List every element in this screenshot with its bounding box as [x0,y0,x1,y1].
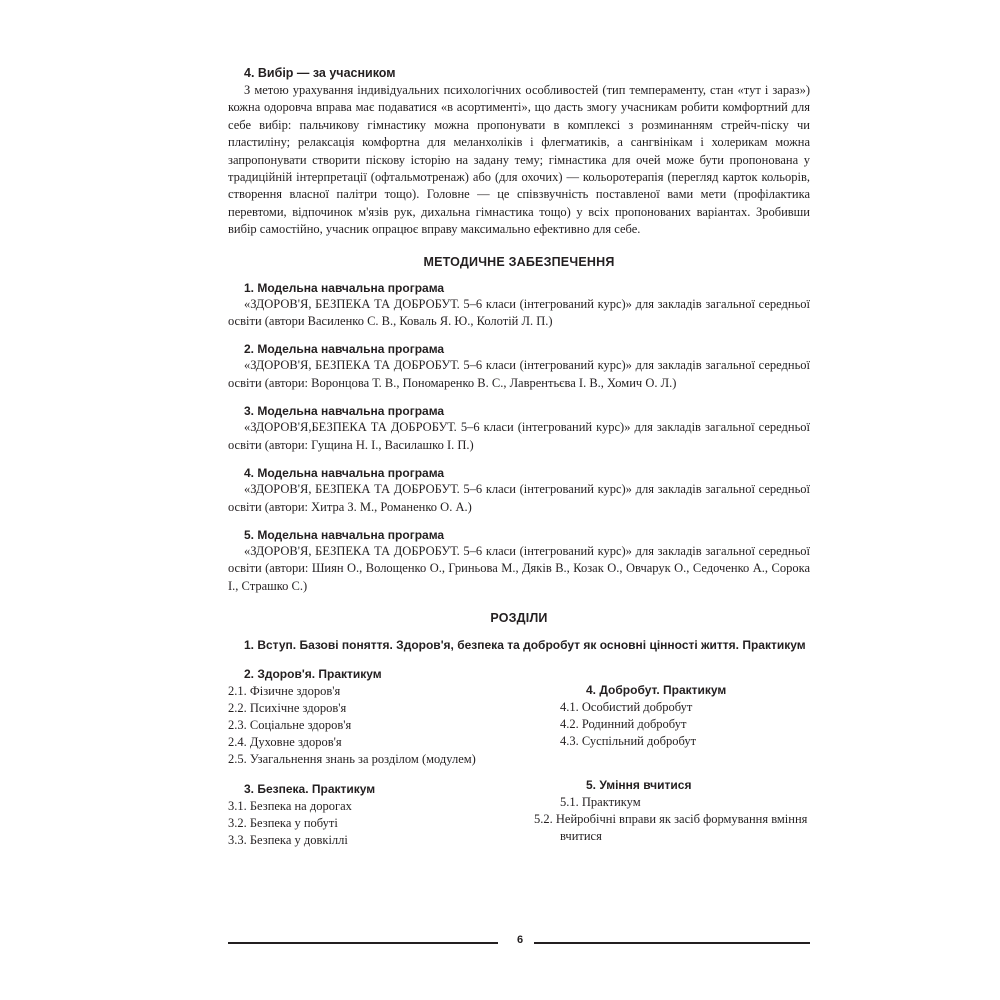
section-block-health [228,667,518,768]
section-item: 5.1. Практикум [560,795,641,810]
page-footer [228,934,810,950]
choice-paragraph: З метою урахування індивідуальних психологічних особливостей (тип темпераменту, стан «тут і зараз») кожна одоровча вправа має подаватися «в асортименті», що дасть змогу учасникам робити комфортний для себе вибір: пальчикову гімнастику можна пропонувати в комплексі з розминанням стрейч-піску чи пластиліну; релаксація комфортна для меланхоліків і флегматиків, а сангвінікам і холерикам можна запропонувати створити піскову історію на задану тему; гімнастика для очей може бути пропонована у традиційній інтерпретації (офтальмотренаж) або (для охочих) — кольоротерапія (перегляд карток кольорів, створення власної палітри тощо). Головне — це співзвучність поставленої вами мети (профілактика перевтоми, відпочинок м'язів рук, дихальна гімнастика тощо) у всіх пропонованих варіантах. Зробивши вибір самостійно, учасник опрацює вправу максимально ефективно для себе. [228,83,810,237]
sections-columns [228,667,810,863]
program-text: «ЗДОРОВ'Я, БЕЗПЕКА ТА ДОБРОБУТ. 5–6 класи (інтегрований курс)» для закладів загальної середньої освіти (автори Василенко С. В., Коваль Я. Ю., Колотій Л. П.) [228,296,810,329]
section-heading: 4. Добробут. Практикум [586,683,727,698]
program-text: «ЗДОРОВ'Я, БЕЗПЕКА ТА ДОБРОБУТ. 5–6 класи (інтегрований курс)» для закладів загальної середньої освіти (автори: Воронцова Т. В., Пономаренко В. С., Лаврентьєва І. В., Хомич О. Л.) [228,358,810,390]
footer-rule-right [534,942,810,944]
program-item [228,281,810,331]
section-item: 4.3. Суспільний добробут [560,734,697,749]
section-item: 2.3. Соціальне здоров'я [228,718,352,733]
section-item: 3.1. Безпека на дорогах [228,799,352,814]
section-heading: 5. Уміння вчитися [586,778,692,793]
section-item: 3.3. Безпека у довкіллі [228,833,348,848]
program-text: «ЗДОРОВ'Я,БЕЗПЕКА ТА ДОБРОБУТ. 5–6 класи (інтегрований курс)» для закладів загальної середньої освіти (автори: Гущина Н. І., Василашко І. П.) [228,420,810,452]
program-heading: 2. Модельна навчальна програма [244,342,445,357]
program-item [228,342,810,392]
methodology-title: МЕТОДИЧНЕ ЗАБЕЗПЕЧЕННЯ [423,254,615,269]
section-heading: 3. Безпека. Практикум [244,782,376,797]
footer-rule-left [228,942,498,944]
program-list [228,281,810,595]
program-heading: 4. Модельна навчальна програма [244,466,445,481]
program-item [228,528,810,595]
section-item: 4.1. Особистий добробут [560,700,693,715]
program-text: «ЗДОРОВ'Я, БЕЗПЕКА ТА ДОБРОБУТ. 5–6 класи (інтегрований курс)» для закладів загальної середньої освіти (автори: Хитра З. М., Романенко О. А.) [228,482,810,514]
section-heading: 2. Здоров'я. Практикум [244,667,382,682]
page-content [228,66,810,863]
program-heading: 5. Модельна навчальна програма [244,527,445,542]
section-block-safety [228,782,518,849]
section-item: 5.2. Нейробічні вправи як засіб формування вміння вчитися [534,812,808,844]
section-block-wellbeing [560,683,810,750]
sections-right-column [534,667,810,863]
program-text: «ЗДОРОВ'Я, БЕЗПЕКА ТА ДОБРОБУТ. 5–6 класи (інтегрований курс)» для закладів загальної середньої освіти (автори: Шиян О., Волощенко О., Гриньова М., Дяків В., Козак О., Овчарук О., Седоченко А., Сорока І., Страшко С.) [228,543,810,593]
page-number: 6 [516,934,524,946]
program-heading: 1. Модельна навчальна програма [244,280,445,295]
program-heading: 3. Модельна навчальна програма [244,404,445,419]
sections-intro: 1. Вступ. Базові поняття. Здоров'я, безпека та добробут як основні цінності життя. Практикум [244,638,806,653]
section-item: 4.2. Родинний добробут [560,717,687,732]
section-item: 2.4. Духовне здоров'я [228,735,342,750]
section-item: 2.1. Фізичне здоров'я [228,684,341,699]
sections-left-column [228,667,518,863]
program-item [228,404,810,454]
choice-heading: 4. Вибір — за учасником [244,66,396,80]
section-block-learning [534,778,810,845]
program-item [228,466,810,516]
choice-section [228,66,810,239]
section-item: 3.2. Безпека у побуті [228,816,338,831]
sections-title: РОЗДІЛИ [490,611,548,626]
section-item: 2.5. Узагальнення знань за розділом (модулем) [228,752,476,767]
section-item: 2.2. Психічне здоров'я [228,701,347,716]
